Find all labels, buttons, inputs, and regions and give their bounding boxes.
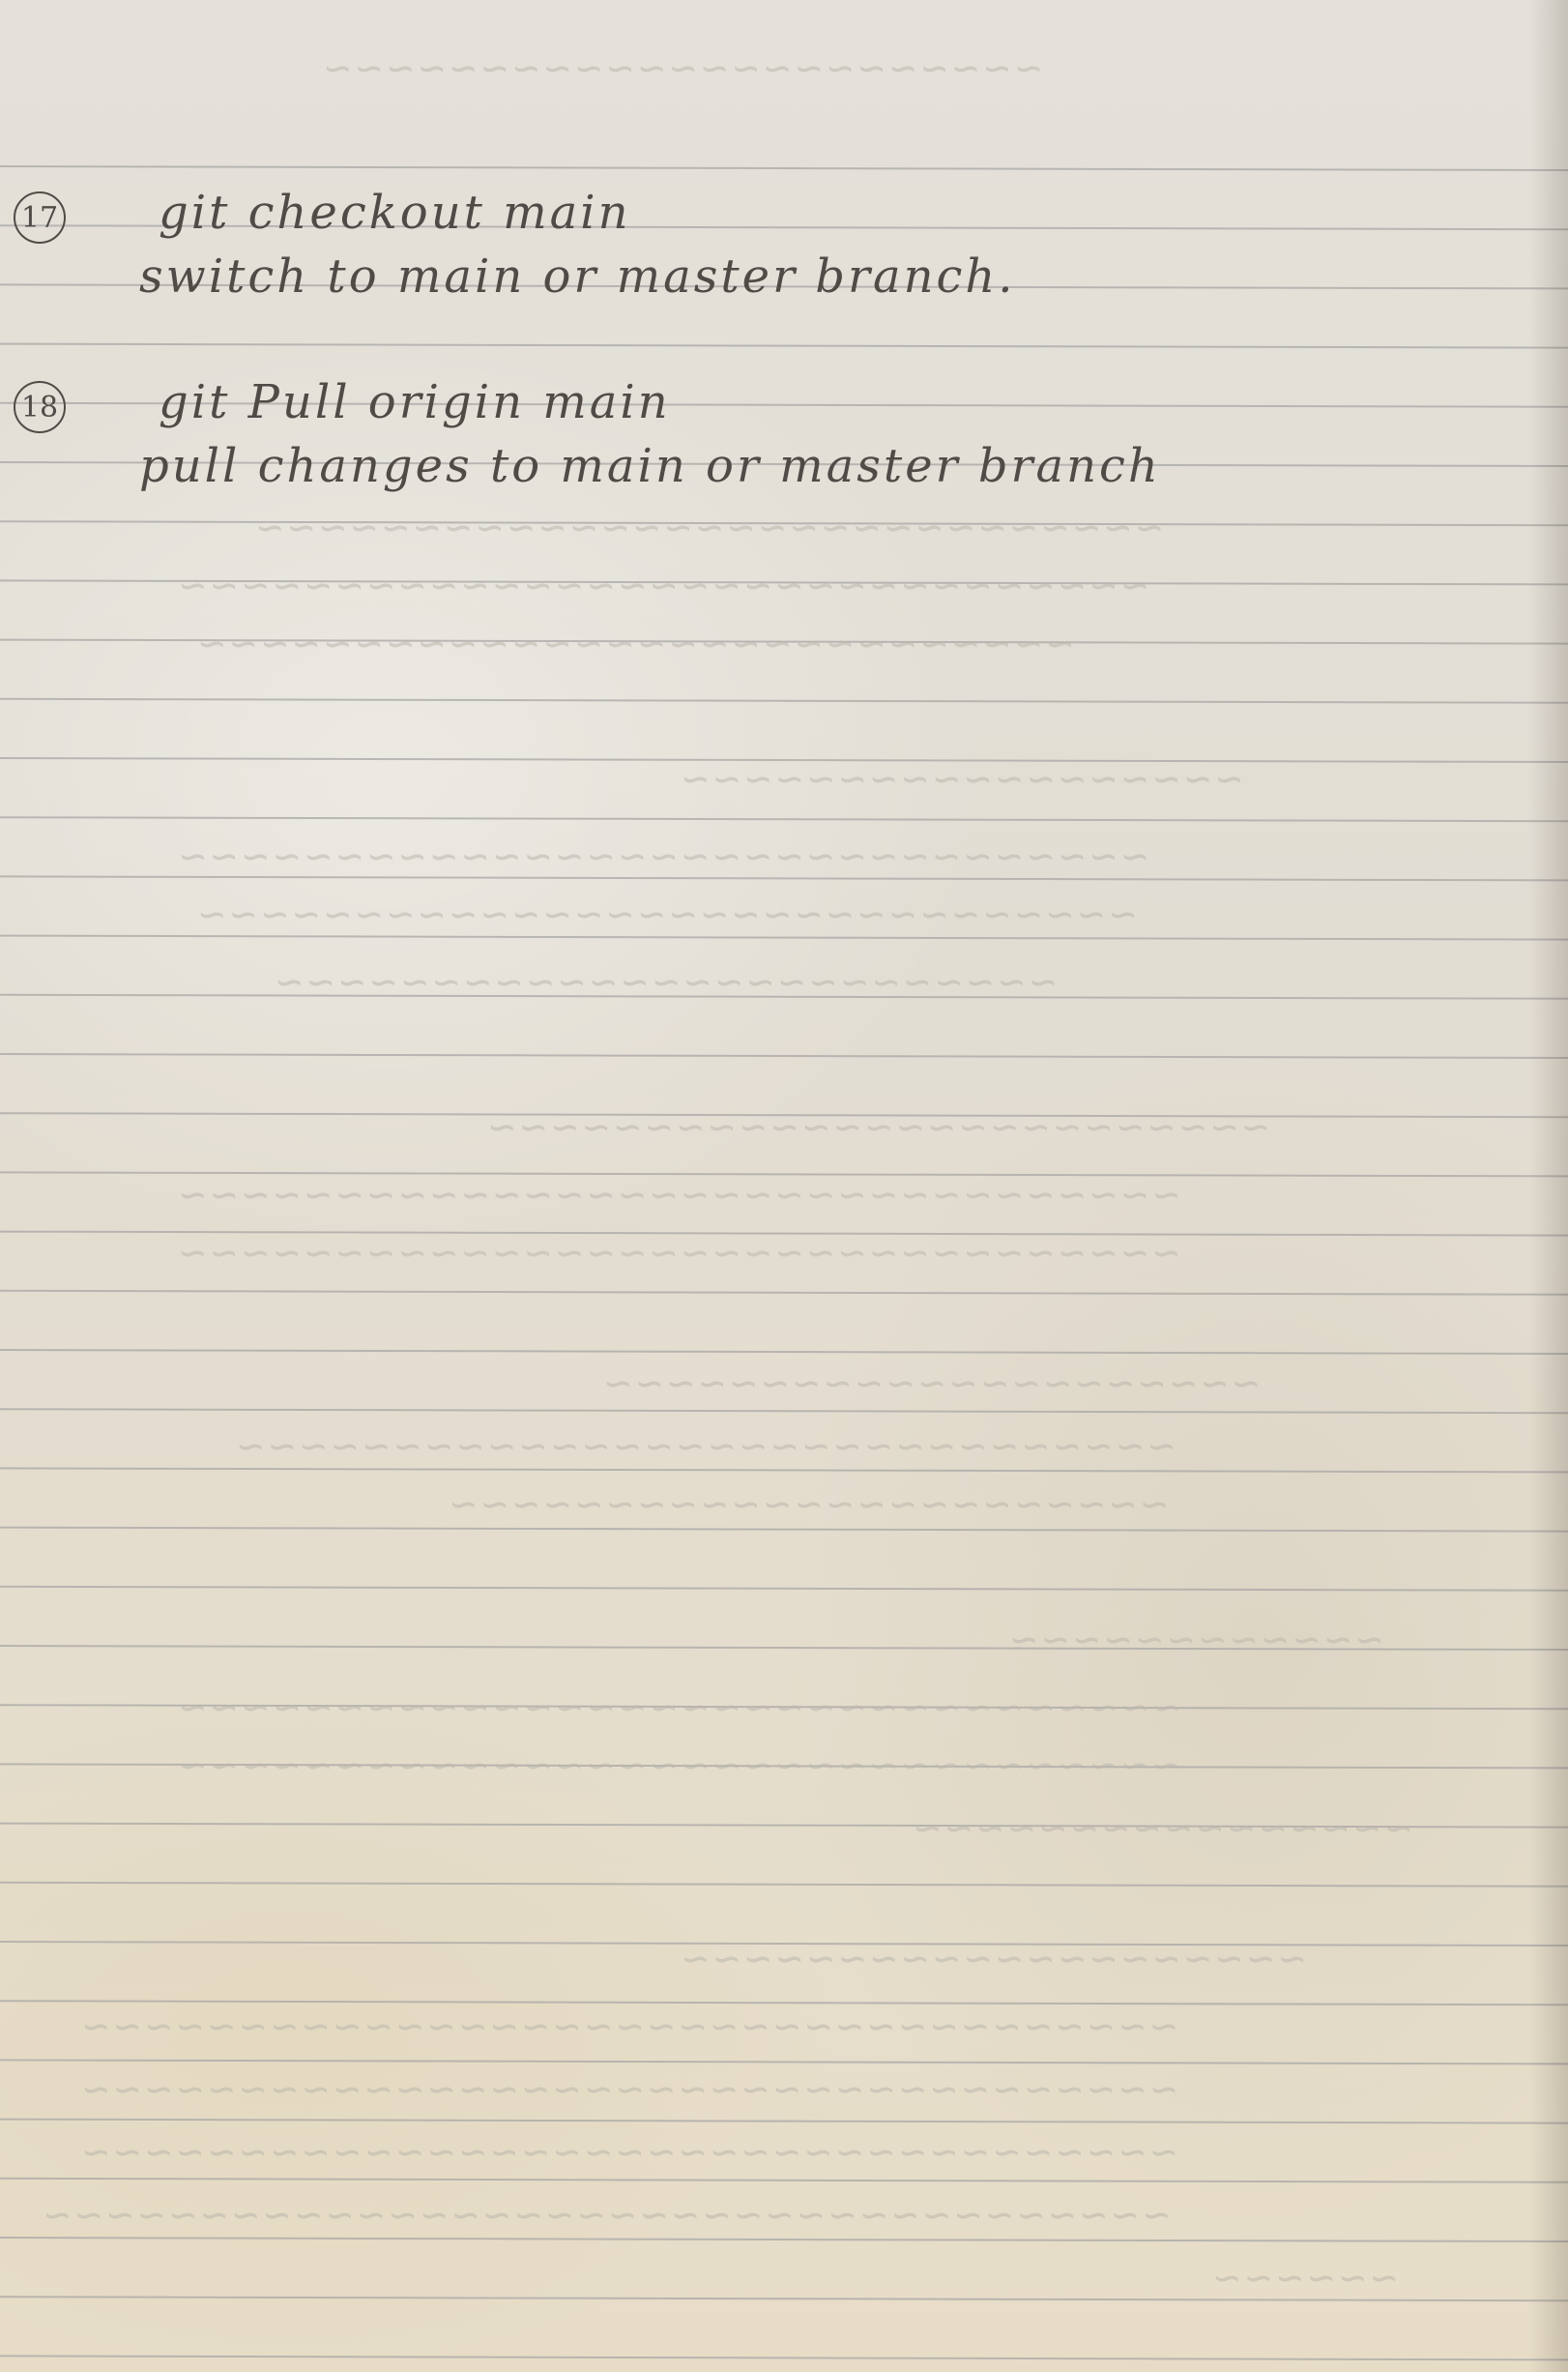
show-through-text: ~~~~~~~~~~~~~~~~~~ bbox=[677, 754, 1242, 804]
ruled-line bbox=[0, 1291, 1568, 1295]
show-through-text: ~~~~~~ bbox=[1208, 2253, 1397, 2302]
show-through-text: ~~~~~~~~~~~~~~~~~~~~~ bbox=[599, 1359, 1260, 1408]
ruled-line bbox=[0, 817, 1568, 821]
show-through-text: ~~~~~~~~~~~~~~~~~~~~~~~~~~~~~~~~ bbox=[174, 1683, 1179, 1732]
show-through-text: ~~~~~~~~~~~~~~~~~~~~~~~~~~~~~ bbox=[251, 503, 1163, 552]
ruled-line bbox=[0, 1409, 1568, 1413]
show-through-text: ~~~~~~~~~~~~~~~~~~~~~~~~~~~~~~~~ bbox=[174, 1741, 1179, 1790]
show-through-text: ~~~~~~~~~~~~~~~~~~~~~~~~~~~~~~~~~~~ bbox=[77, 2065, 1177, 2114]
show-through-text: ~~~~~~~~~~~~~~~~ bbox=[909, 1803, 1411, 1853]
show-through-text: ~~~~~~~~~~~~~~~~~~~~~~~~~~~~~~~~ bbox=[174, 1170, 1179, 1219]
show-through-text: ~~~~~~~~~~~~~~~~~~~~~~~~~ bbox=[271, 957, 1057, 1007]
show-through-text: ~~~~~~~~~~~~~~~~~~~~~~~~~ bbox=[483, 1102, 1269, 1152]
show-through-text: ~~~~~~~~~~~~~~~~~~~~~~~~~~~~~~~~~~~ bbox=[77, 2002, 1177, 2051]
item-number-circle: 18 bbox=[14, 381, 66, 433]
ruled-line bbox=[0, 2356, 1568, 2359]
ruled-line bbox=[0, 1054, 1568, 1058]
command-description: pull changes to main or master branch bbox=[139, 439, 1161, 493]
ruled-line bbox=[0, 699, 1568, 703]
ruled-line bbox=[0, 2120, 1568, 2123]
command-description: switch to main or master branch. bbox=[139, 249, 1016, 304]
show-through-text: ~~~~~~~~~~~~~~~~~~~~~~~~~~~~ bbox=[193, 619, 1073, 668]
item-number-circle: 17 bbox=[14, 191, 66, 244]
show-through-text: ~~~~~~~~~~~~~~~~~~~~ bbox=[677, 1934, 1305, 1983]
show-through-text: ~~~~~~~~~~~~~~~~~~~~~~~~~~~~~~~ bbox=[174, 832, 1148, 881]
show-through-text: ~~~~~~~~~~~~~~~~~~~~~~~~~~~~~~ bbox=[193, 890, 1136, 939]
show-through-text: ~~~~~~~~~~~~~~~~~~~~~~~~~~~~~~~ bbox=[174, 561, 1148, 610]
show-through-text: ~~~~~~~~~~~~~~~~~~~~~~~~~~~~~~~~~~~ bbox=[77, 2127, 1177, 2177]
page-edge-shadow bbox=[1529, 0, 1568, 2372]
show-through-text: ~~~~~~~~~~~~~~~~~~~~~~~~~~~~~~~~ bbox=[174, 1228, 1179, 1277]
ruled-line bbox=[0, 2060, 1568, 2064]
show-through-text: ~~~~~~~~~~~~ bbox=[1005, 1615, 1382, 1664]
git-command: git checkout main bbox=[159, 186, 631, 240]
ruled-line bbox=[0, 1587, 1568, 1591]
ruled-line bbox=[0, 344, 1568, 348]
ruled-line bbox=[0, 1883, 1568, 1887]
git-command: git Pull origin main bbox=[159, 375, 671, 429]
ruled-line bbox=[0, 2179, 1568, 2182]
ruled-line bbox=[0, 166, 1568, 170]
show-through-text: ~~~~~~~~~~~~~~~~~~~~~~~ bbox=[445, 1479, 1168, 1529]
ruled-line bbox=[0, 1350, 1568, 1354]
show-through-text: ~~~~~~~~~~~~~~~~~~~~~~~ bbox=[319, 44, 1042, 93]
show-through-text: ~~~~~~~~~~~~~~~~~~~~~~~~~~~~~~ bbox=[232, 1421, 1175, 1471]
show-through-text: ~~~~~~~~~~~~~~~~~~~~~~~~~~~~~~~~~~~~ bbox=[39, 2190, 1170, 2240]
